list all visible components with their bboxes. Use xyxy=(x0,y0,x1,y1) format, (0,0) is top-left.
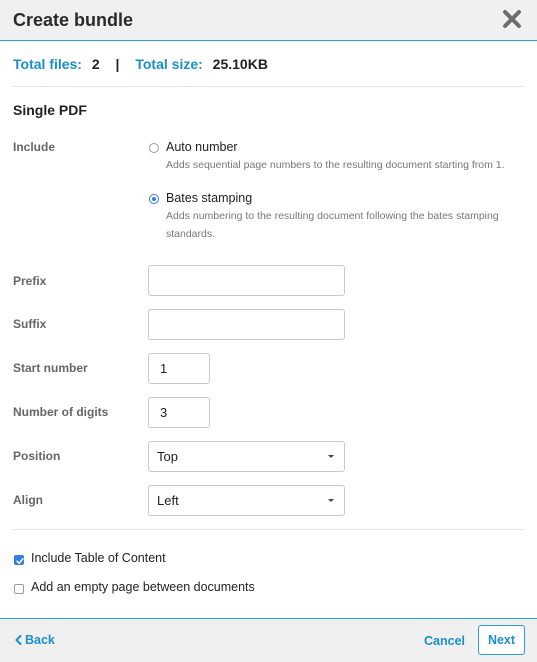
cancel-button[interactable]: Cancel xyxy=(424,634,465,648)
align-selected-value: Left xyxy=(157,493,179,508)
auto-number-radio[interactable] xyxy=(149,143,159,153)
total-files-value: 2 xyxy=(91,56,100,72)
number-of-digits-label: Number of digits xyxy=(13,405,109,419)
dialog-header xyxy=(0,0,537,41)
suffix-label: Suffix xyxy=(13,317,47,331)
chevron-left-icon xyxy=(15,635,22,645)
include-label: Include xyxy=(13,140,56,154)
number-of-digits-input[interactable]: 3 xyxy=(148,397,210,428)
align-select[interactable] xyxy=(148,485,345,516)
back-button[interactable] xyxy=(15,633,55,647)
close-icon[interactable] xyxy=(502,9,522,29)
suffix-input[interactable] xyxy=(148,309,345,340)
total-size-value: 25.10KB xyxy=(212,56,268,72)
divider xyxy=(13,86,524,87)
dialog-title: Create bundle xyxy=(13,10,134,30)
include-toc-label[interactable]: Include Table of Content xyxy=(31,551,166,565)
include-toc-checkbox[interactable] xyxy=(14,555,24,565)
start-number-input[interactable]: 1 xyxy=(148,353,210,384)
position-selected-value: Top xyxy=(157,449,178,464)
position-label: Position xyxy=(13,449,61,463)
total-size-label: Total size: xyxy=(135,56,203,72)
chevron-down-icon xyxy=(328,499,334,502)
bates-stamping-label[interactable]: Bates stamping xyxy=(166,191,253,205)
align-label: Align xyxy=(13,493,43,507)
back-label: Back xyxy=(25,633,55,647)
empty-page-checkbox[interactable] xyxy=(14,584,24,594)
divider xyxy=(13,529,524,530)
auto-number-description: Adds sequential page numbers to the resulting document starting from 1. xyxy=(166,159,505,171)
totals-separator: | xyxy=(115,56,120,72)
checkmark-icon xyxy=(15,556,25,566)
start-number-label: Start number xyxy=(13,361,88,375)
section-title: Single PDF xyxy=(13,102,87,118)
position-select[interactable] xyxy=(148,441,345,472)
bates-stamping-description: Adds numbering to the resulting document following the bates stamping standards. xyxy=(166,210,499,240)
prefix-label: Prefix xyxy=(13,274,47,288)
dialog-footer xyxy=(0,618,537,662)
empty-page-label[interactable]: Add an empty page between documents xyxy=(31,580,255,594)
chevron-down-icon xyxy=(328,455,334,458)
total-files-label: Total files: xyxy=(13,56,82,72)
next-button[interactable]: Next xyxy=(478,625,525,655)
bates-stamping-radio[interactable] xyxy=(149,194,159,204)
prefix-input[interactable] xyxy=(148,265,345,296)
auto-number-label[interactable]: Auto number xyxy=(166,140,238,154)
bundle-totals xyxy=(13,56,268,72)
